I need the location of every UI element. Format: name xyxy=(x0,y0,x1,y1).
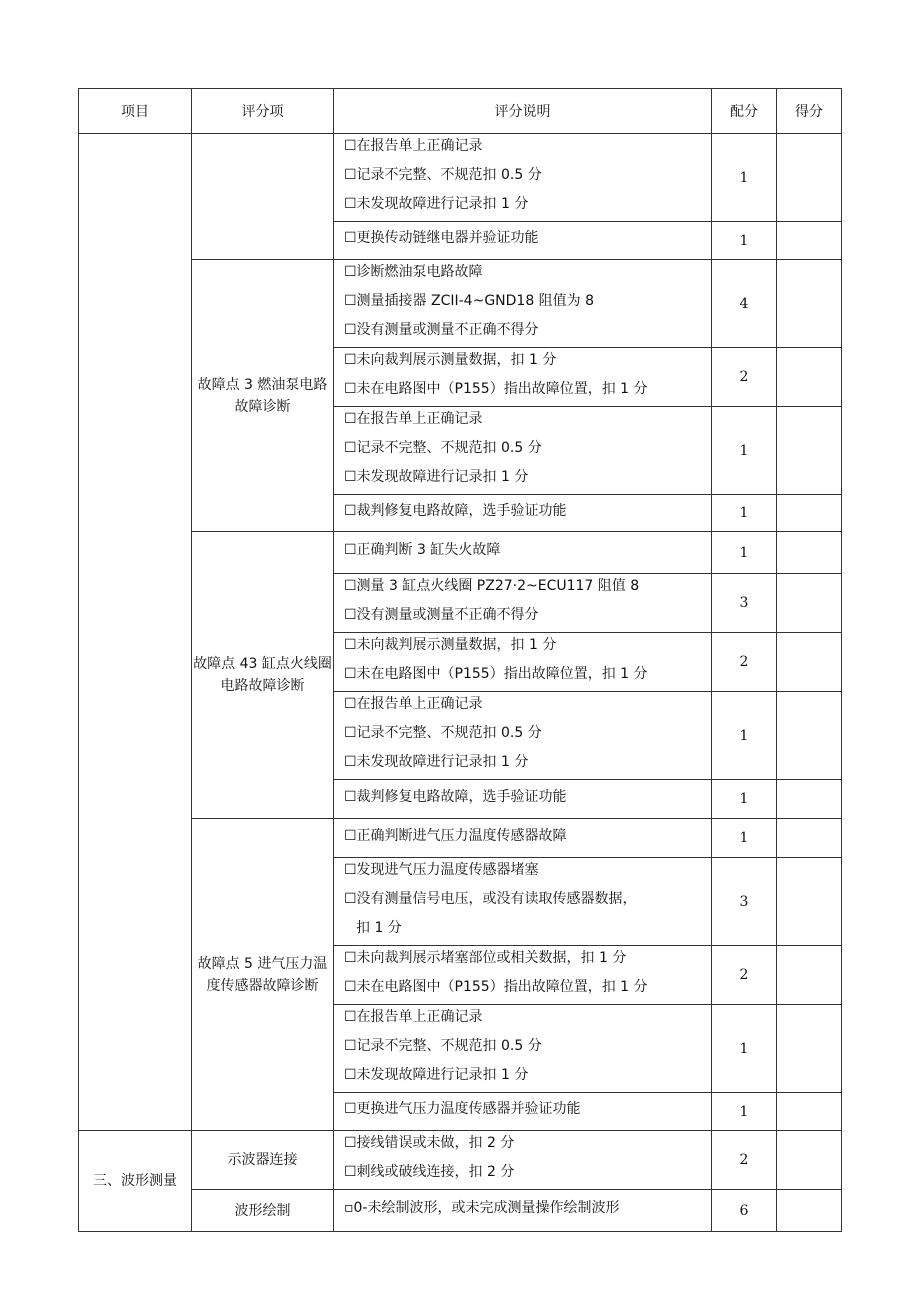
scoring-item-title: 波形绘制 xyxy=(192,1190,334,1232)
score-input-cell[interactable] xyxy=(777,858,842,946)
scoring-description xyxy=(334,946,712,1005)
points-value: 1 xyxy=(712,819,777,858)
description-line: ☐未在电路图中（P155）指出故障位置，扣 1 分 xyxy=(344,979,648,995)
scoring-item-cell xyxy=(192,260,334,532)
scoring-table xyxy=(78,88,842,1232)
description-line: ☐更换进气压力温度传感器并验证功能 xyxy=(344,1101,581,1117)
scoring-item-title: 故障点 5 进气压力温度传感器故障诊断 xyxy=(197,955,328,994)
score-input-cell[interactable] xyxy=(777,633,842,692)
points-value: 1 xyxy=(712,1005,777,1093)
score-input-cell[interactable] xyxy=(777,407,842,495)
description-line: ☐未发现故障进行记录扣 1 分 xyxy=(344,196,529,212)
description-line: ☐没有测量或测量不正确不得分 xyxy=(344,607,539,623)
scoring-description xyxy=(334,574,712,633)
table-row xyxy=(79,1131,842,1190)
score-input-cell[interactable] xyxy=(777,348,842,407)
description-line: ☐在报告单上正确记录 xyxy=(344,138,483,154)
header-row xyxy=(79,89,842,134)
description-line: ☐记录不完整、不规范扣 0.5 分 xyxy=(344,725,542,741)
points-value: 3 xyxy=(712,574,777,633)
score-input-cell[interactable] xyxy=(777,532,842,574)
scoring-item-cell xyxy=(192,819,334,1131)
points-value: 2 xyxy=(712,1131,777,1190)
scoring-description xyxy=(334,407,712,495)
scoring-description xyxy=(334,819,712,858)
description-line: ☐没有测量信号电压，或没有读取传感器数据， xyxy=(344,891,637,907)
description-line: ☐在报告单上正确记录 xyxy=(344,1009,483,1025)
header-points: 配分 xyxy=(712,89,777,134)
description-line: ☐记录不完整、不规范扣 0.5 分 xyxy=(344,167,542,183)
header-score: 得分 xyxy=(777,89,842,134)
scoring-item-title: 故障点 3 燃油泵电路故障诊断 xyxy=(197,376,328,415)
scoring-description xyxy=(334,1005,712,1093)
description-line: ☐更换传动链继电器并验证功能 xyxy=(344,230,539,246)
scoring-description xyxy=(334,692,712,780)
scoring-description xyxy=(334,348,712,407)
points-value: 2 xyxy=(712,633,777,692)
points-value: 4 xyxy=(712,260,777,348)
points-value: 6 xyxy=(712,1190,777,1232)
description-line: ☐正确判断进气压力温度传感器故障 xyxy=(344,827,567,844)
scoring-item-cell xyxy=(192,532,334,819)
score-input-cell[interactable] xyxy=(777,222,842,260)
header-scoring-desc: 评分说明 xyxy=(334,89,712,134)
scoring-description xyxy=(334,633,712,692)
score-input-cell[interactable] xyxy=(777,1093,842,1131)
scoring-description xyxy=(334,532,712,574)
description-line: ☐在报告单上正确记录 xyxy=(344,696,483,712)
description-line: ☐测量 3 缸点火线圈 PZ27·2~ECU117 阻值 8 xyxy=(344,578,640,594)
scoring-description xyxy=(334,134,712,222)
scoring-item-cell xyxy=(192,134,334,260)
scoring-item-title: 示波器连接 xyxy=(192,1131,334,1190)
header-scoring-item: 评分项 xyxy=(192,89,334,134)
description-line: ☐未向裁判展示堵塞部位或相关数据，扣 1 分 xyxy=(344,950,627,966)
description-line: ☐未发现故障进行记录扣 1 分 xyxy=(344,469,529,485)
scoring-description xyxy=(334,222,712,260)
description-line: ☐未向裁判展示测量数据，扣 1 分 xyxy=(344,637,557,653)
description-line: 扣 1 分 xyxy=(356,920,402,936)
score-input-cell[interactable] xyxy=(777,574,842,633)
table-row xyxy=(79,532,842,574)
score-input-cell[interactable] xyxy=(777,1005,842,1093)
description-line: ☐裁判修复电路故障，选手验证功能 xyxy=(344,788,567,805)
scoring-description xyxy=(334,780,712,819)
description-line: ☐记录不完整、不规范扣 0.5 分 xyxy=(344,1038,542,1054)
description-line: ☐裁判修复电路故障，选手验证功能 xyxy=(344,502,567,519)
points-value: 1 xyxy=(712,134,777,222)
scoring-description xyxy=(334,1190,712,1232)
points-value: 3 xyxy=(712,858,777,946)
table-row xyxy=(79,819,842,858)
score-input-cell[interactable] xyxy=(777,780,842,819)
project-cell-blank xyxy=(79,134,192,1131)
description-line: ☐未发现故障进行记录扣 1 分 xyxy=(344,1067,529,1083)
description-line: ☐刺线或破线连接，扣 2 分 xyxy=(344,1164,515,1180)
description-line: ☐测量插接器 ZCII-4~GND18 阻值为 8 xyxy=(344,293,595,309)
points-value: 2 xyxy=(712,348,777,407)
description-line: ☐正确判断 3 缸失火故障 xyxy=(344,542,501,558)
description-line: ☐接线错误或未做，扣 2 分 xyxy=(344,1135,515,1151)
score-input-cell[interactable] xyxy=(777,946,842,1005)
header-item: 项目 xyxy=(79,89,192,134)
scoring-description xyxy=(334,495,712,532)
points-value: 1 xyxy=(712,780,777,819)
points-value: 1 xyxy=(712,532,777,574)
scoring-item-title: 故障点 43 缸点火线圈电路故障诊断 xyxy=(193,656,332,694)
scoring-description xyxy=(334,1093,712,1131)
table-row xyxy=(79,134,842,222)
description-line: ☐未发现故障进行记录扣 1 分 xyxy=(344,754,529,770)
points-value: 1 xyxy=(712,222,777,260)
description-line: ☐发现进气压力温度传感器堵塞 xyxy=(344,862,539,878)
score-input-cell[interactable] xyxy=(777,134,842,222)
description-line: ☐未在电路图中（P155）指出故障位置，扣 1 分 xyxy=(344,666,648,682)
description-line: ☐没有测量或测量不正确不得分 xyxy=(344,322,539,338)
description-line: ☐在报告单上正确记录 xyxy=(344,411,483,427)
points-value: 1 xyxy=(712,1093,777,1131)
description-line: ▫0-未绘制波形，或未完成测量操作绘制波形 xyxy=(344,1200,620,1216)
scoring-description xyxy=(334,260,712,348)
score-input-cell[interactable] xyxy=(777,692,842,780)
score-input-cell[interactable] xyxy=(777,260,842,348)
score-input-cell[interactable] xyxy=(777,819,842,858)
points-value: 1 xyxy=(712,407,777,495)
score-input-cell[interactable] xyxy=(777,495,842,532)
points-value: 1 xyxy=(712,692,777,780)
section-title: 三、波形测量 xyxy=(79,1131,192,1232)
table-row xyxy=(79,260,842,348)
score-input-cell[interactable] xyxy=(777,1190,842,1232)
points-value: 2 xyxy=(712,946,777,1005)
description-line: ☐未向裁判展示测量数据，扣 1 分 xyxy=(344,352,557,368)
points-value: 1 xyxy=(712,495,777,532)
description-line: ☐记录不完整、不规范扣 0.5 分 xyxy=(344,440,542,456)
description-line: ☐诊断燃油泵电路故障 xyxy=(344,264,483,280)
score-input-cell[interactable] xyxy=(777,1131,842,1190)
description-line: ☐未在电路图中（P155）指出故障位置，扣 1 分 xyxy=(344,381,648,397)
scoring-description xyxy=(334,858,712,946)
table-row xyxy=(79,1190,842,1232)
scoring-description xyxy=(334,1131,712,1190)
